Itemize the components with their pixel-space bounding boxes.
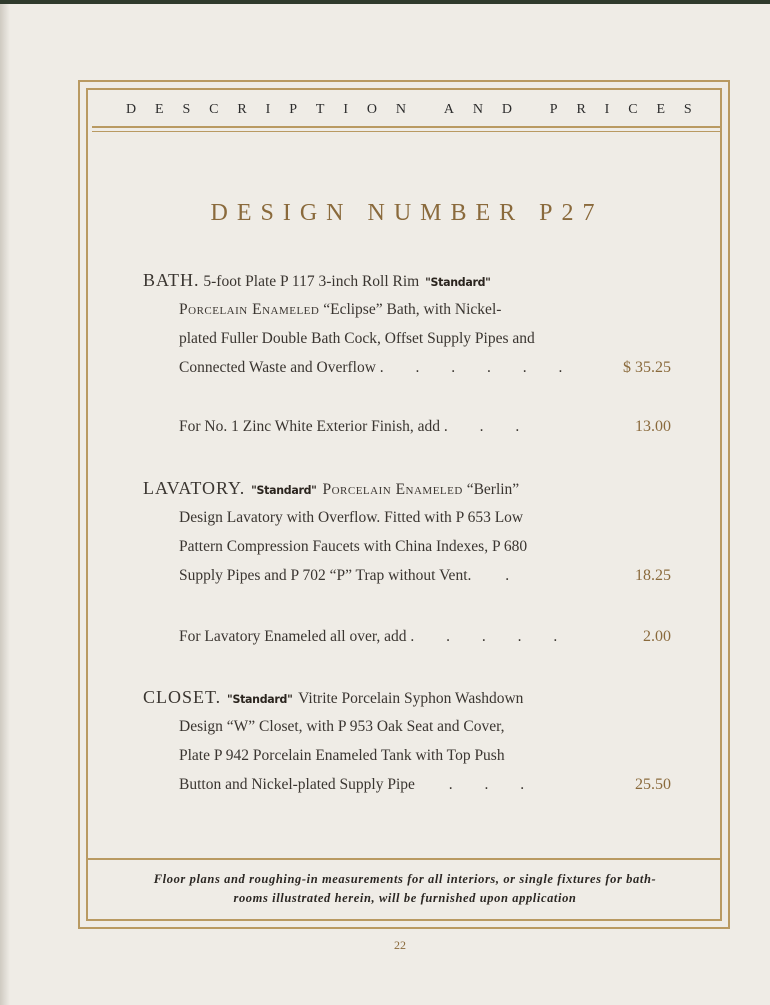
bath-text: Porcelain Enameled bbox=[179, 301, 320, 318]
header-letter: N bbox=[395, 102, 407, 117]
header-letter: C bbox=[209, 102, 219, 117]
header-letter: I bbox=[604, 102, 610, 117]
closet-line-3: Plate P 942 Porcelain Enameled Tank with Top Push bbox=[179, 747, 505, 764]
lavatory-line-4 bbox=[143, 561, 683, 590]
design-title: DESIGN NUMBER P27 bbox=[210, 200, 604, 226]
header-rule bbox=[92, 126, 722, 132]
lavatory-extra-price: 2.00 bbox=[643, 628, 671, 645]
footer-note bbox=[110, 870, 700, 908]
page-number: 22 bbox=[394, 938, 406, 952]
standard-logo: "Standard" bbox=[251, 483, 317, 498]
header-letter: T bbox=[315, 102, 325, 117]
leader-dots: . . . . . bbox=[410, 628, 572, 645]
lavatory-heading: LAVATORY. bbox=[143, 478, 246, 498]
lavatory-line-3: Pattern Compression Faucets with China Indexes, P 680 bbox=[179, 538, 528, 555]
header-letter: R bbox=[576, 102, 586, 117]
header-letter: N bbox=[472, 102, 483, 117]
header-letter: S bbox=[683, 102, 692, 117]
bath-line-2 bbox=[143, 295, 683, 324]
standard-logo: "Standard" bbox=[227, 692, 293, 707]
header-letter: D bbox=[501, 102, 512, 117]
header-letter: E bbox=[656, 102, 666, 117]
top-edge bbox=[0, 0, 770, 4]
closet-entry bbox=[143, 683, 683, 799]
closet-line-1 bbox=[143, 683, 683, 712]
header-letter: D bbox=[126, 102, 137, 117]
bath-extra-line bbox=[143, 412, 683, 441]
footer-note-line-2: rooms illustrated herein, will be furnished upon application bbox=[233, 891, 577, 905]
leader-dots: . . . bbox=[443, 418, 534, 435]
header-letter: O bbox=[366, 102, 378, 117]
lavatory-extra-entry bbox=[143, 622, 683, 651]
bath-entry bbox=[143, 266, 683, 382]
footer-note-line-1: Floor plans and roughing-in measurements for all interiors, or single fixtures for bath- bbox=[153, 872, 657, 886]
header-letter: I bbox=[343, 102, 348, 117]
lavatory-text: Supply Pipes and P 702 “P” Trap without Vent. bbox=[179, 567, 472, 584]
closet-line-4 bbox=[143, 770, 683, 799]
closet-heading: CLOSET. bbox=[143, 687, 222, 707]
bath-price: $ 35.25 bbox=[623, 359, 671, 376]
bath-text: Connected Waste and Overflow bbox=[179, 359, 376, 376]
closet-text: Vitrite Porcelain Syphon Washdown bbox=[298, 690, 524, 707]
bath-text: “Eclipse” Bath, with Nickel- bbox=[323, 301, 502, 318]
header-letter: I bbox=[265, 102, 271, 117]
lavatory-text: Porcelain Enameled bbox=[322, 481, 463, 498]
section-header bbox=[92, 92, 722, 128]
bath-text: 5-foot Plate P 117 3-inch Roll Rim bbox=[203, 273, 420, 290]
lavatory-extra-line bbox=[143, 622, 683, 651]
bath-extra-entry bbox=[143, 412, 683, 441]
closet-price: 25.50 bbox=[635, 776, 671, 793]
bath-line-4 bbox=[143, 353, 683, 382]
closet-line-2: Design “W” Closet, with P 953 Oak Seat and Cover, bbox=[179, 718, 505, 735]
header-letter: C bbox=[628, 102, 638, 117]
bath-heading: BATH. bbox=[143, 270, 200, 290]
closet-text: Button and Nickel-plated Supply Pipe bbox=[179, 776, 415, 793]
lavatory-line-2: Design Lavatory with Overflow. Fitted with P 653 Low bbox=[179, 509, 524, 526]
header-letter: A bbox=[443, 102, 454, 117]
bath-line-1 bbox=[143, 266, 683, 295]
header-letter: P bbox=[289, 102, 297, 117]
header-letter: R bbox=[237, 102, 247, 117]
page-edge bbox=[0, 0, 10, 1005]
leader-dots: . bbox=[505, 567, 524, 584]
header-letter: P bbox=[549, 102, 558, 117]
lavatory-extra-text: For Lavatory Enameled all over, add bbox=[179, 628, 407, 645]
bath-extra-price: 13.00 bbox=[635, 418, 671, 435]
bath-line-3: plated Fuller Double Bath Cock, Offset Supply Pipes and bbox=[179, 330, 535, 347]
leader-dots: . . . . . . bbox=[379, 359, 577, 376]
lavatory-price: 18.25 bbox=[635, 567, 671, 584]
footer-rule bbox=[88, 858, 720, 860]
header-letter: S bbox=[182, 102, 191, 117]
lavatory-line-1 bbox=[143, 474, 683, 503]
standard-logo: "Standard" bbox=[425, 275, 491, 290]
lavatory-text: “Berlin” bbox=[466, 481, 520, 498]
leader-dots: . . . bbox=[448, 776, 539, 793]
lavatory-entry bbox=[143, 474, 683, 590]
bath-extra-text: For No. 1 Zinc White Exterior Finish, add bbox=[179, 418, 441, 435]
header-letter: E bbox=[155, 102, 164, 117]
